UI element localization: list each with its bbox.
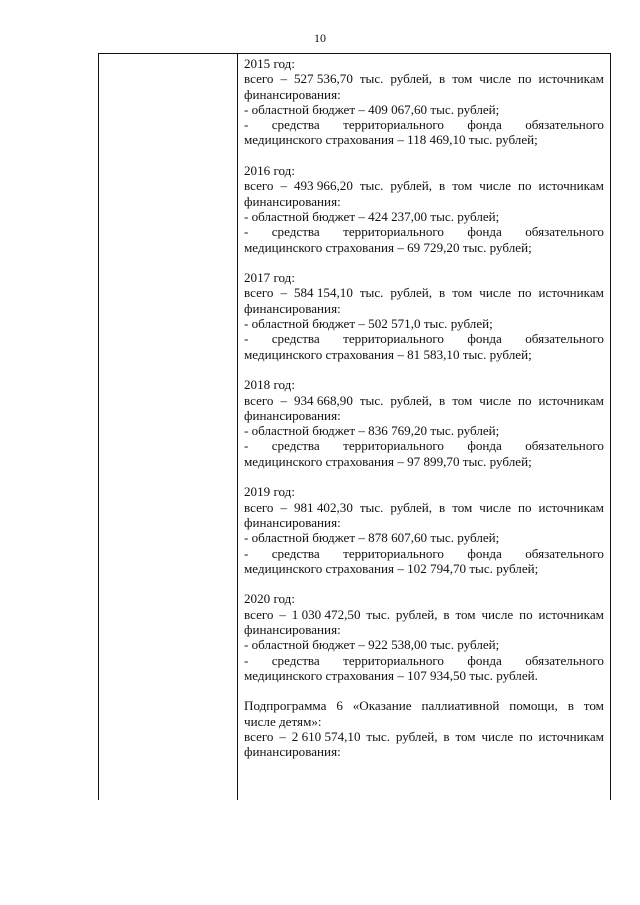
word: тыс. <box>359 285 384 301</box>
word: том <box>452 499 473 515</box>
fund-line <box>244 117 604 132</box>
word: по <box>519 729 533 745</box>
year-heading: 2018 год: <box>244 377 295 393</box>
financing-table <box>98 53 611 800</box>
word: в <box>439 285 446 301</box>
word: числе <box>481 606 514 622</box>
word: в <box>443 606 450 622</box>
word: Подпрограмма <box>244 698 327 714</box>
word: по <box>517 499 532 515</box>
word: фонда <box>467 438 502 454</box>
funding-year-block <box>244 270 604 362</box>
funding-year-block <box>244 163 604 255</box>
fund-line-continued: медицинского страхования – 69 729,20 тыс. рублей; <box>244 239 532 255</box>
word: по <box>517 392 532 408</box>
word: источникам <box>538 606 604 622</box>
fund-line-continued: медицинского страхования – 97 899,70 тыс. рублей; <box>244 453 532 469</box>
word: в <box>439 71 446 87</box>
table-left-cell <box>99 54 237 800</box>
word: средства <box>271 331 320 347</box>
word: 981 402,30 <box>293 499 353 515</box>
fund-line <box>244 331 604 346</box>
word: фонда <box>467 545 502 561</box>
year-heading: 2017 год: <box>244 270 295 286</box>
subprogram-title <box>244 698 604 713</box>
word: обязательного <box>525 331 604 347</box>
word: рублей, <box>390 392 433 408</box>
word: - <box>244 117 249 133</box>
word: том <box>452 392 473 408</box>
word: всего <box>244 729 274 745</box>
page-number: 10 <box>314 31 326 45</box>
fund-line <box>244 224 604 239</box>
word: рублей, <box>390 178 433 194</box>
word: числе <box>479 178 512 194</box>
word: 6 <box>336 698 343 714</box>
word: территориального <box>343 117 444 133</box>
word: – <box>279 729 286 745</box>
total-line <box>244 500 604 515</box>
subprogram-block <box>244 698 604 759</box>
fund-line <box>244 438 604 453</box>
word: средства <box>271 224 320 240</box>
word: – <box>280 71 287 87</box>
word: числе <box>479 285 512 301</box>
word: тыс. <box>359 392 384 408</box>
total-line <box>244 178 604 193</box>
word: в <box>443 729 450 745</box>
word: в <box>439 499 446 515</box>
word: фонда <box>467 117 502 133</box>
word: тыс. <box>366 729 390 745</box>
word: источникам <box>538 392 604 408</box>
word: числе <box>479 71 512 87</box>
year-heading: 2016 год: <box>244 163 295 179</box>
word: помощи, <box>509 698 558 714</box>
word: территориального <box>343 224 444 240</box>
word: по <box>517 71 532 87</box>
total-line <box>244 71 604 86</box>
funding-year-block <box>244 56 604 148</box>
word: территориального <box>343 545 444 561</box>
regional-budget-line: - областной бюджет – 878 607,60 тыс. рублей; <box>244 530 500 546</box>
word: числе <box>479 392 512 408</box>
word: фонда <box>467 331 502 347</box>
word: – <box>280 178 287 194</box>
word: том <box>583 698 604 714</box>
word: тыс. <box>359 71 384 87</box>
word: том <box>452 178 473 194</box>
year-heading: 2015 год: <box>244 56 295 71</box>
fund-line-continued: медицинского страхования – 81 583,10 тыс. рублей; <box>244 346 532 362</box>
word: по <box>517 285 532 301</box>
word: том <box>452 285 473 301</box>
regional-budget-line: - областной бюджет – 424 237,00 тыс. рублей; <box>244 208 500 224</box>
word: средства <box>271 438 320 454</box>
word: - <box>244 652 249 668</box>
word: 527 536,70 <box>293 71 353 87</box>
word: 493 966,20 <box>293 178 353 194</box>
word: всего <box>244 499 274 515</box>
word: числе <box>481 729 514 745</box>
fund-line-continued: медицинского страхования – 118 469,10 тыс. рублей; <box>244 132 538 148</box>
word: том <box>455 606 476 622</box>
word: тыс. <box>366 606 390 622</box>
word: обязательного <box>525 545 604 561</box>
word: источникам <box>538 178 604 194</box>
table-column-divider <box>237 54 238 800</box>
subprogram-total-continued: финансирования: <box>244 744 341 760</box>
word: том <box>452 71 473 87</box>
total-line-continued: финансирования: <box>244 86 341 102</box>
word: - <box>244 545 249 561</box>
word: «Оказание <box>352 698 412 714</box>
word: фонда <box>467 652 502 668</box>
fund-line <box>244 653 604 668</box>
subprogram-title-continued: числе детям»: <box>244 713 322 729</box>
word: обязательного <box>525 438 604 454</box>
word: - <box>244 224 249 240</box>
funding-year-block <box>244 377 604 469</box>
year-heading: 2019 год: <box>244 484 295 500</box>
word: всего <box>244 71 274 87</box>
word: средства <box>271 545 320 561</box>
word: 1 030 472,50 <box>291 606 361 622</box>
total-line-continued: финансирования: <box>244 193 341 209</box>
word: в <box>439 178 446 194</box>
word: – <box>280 499 287 515</box>
word: тыс. <box>359 499 384 515</box>
word: территориального <box>343 438 444 454</box>
total-line <box>244 393 604 408</box>
word: по <box>519 606 533 622</box>
total-line-continued: финансирования: <box>244 407 341 423</box>
word: средства <box>271 652 320 668</box>
word: источникам <box>538 71 604 87</box>
word: источникам <box>538 285 604 301</box>
word: рублей, <box>390 285 433 301</box>
table-right-cell <box>244 56 604 760</box>
word: том <box>455 729 476 745</box>
word: рублей, <box>390 499 433 515</box>
fund-line <box>244 546 604 561</box>
word: – <box>279 606 286 622</box>
year-heading: 2020 год: <box>244 591 295 607</box>
regional-budget-line: - областной бюджет – 409 067,60 тыс. рублей; <box>244 101 500 117</box>
regional-budget-line: - областной бюджет – 502 571,0 тыс. рублей; <box>244 316 493 332</box>
word: рублей, <box>390 71 433 87</box>
word: фонда <box>467 224 502 240</box>
total-line-continued: финансирования: <box>244 621 341 637</box>
total-line-continued: финансирования: <box>244 514 341 530</box>
word: 2 610 574,10 <box>291 729 361 745</box>
word: - <box>244 438 249 454</box>
word: в <box>567 698 574 714</box>
word: обязательного <box>525 117 604 133</box>
total-line-continued: финансирования: <box>244 300 341 316</box>
word: территориального <box>343 652 444 668</box>
word: числе <box>479 499 512 515</box>
word: средства <box>271 117 320 133</box>
word: - <box>244 331 249 347</box>
word: рублей, <box>395 729 438 745</box>
regional-budget-line: - областной бюджет – 922 538,00 тыс. рублей; <box>244 637 500 653</box>
word: источникам <box>538 729 604 745</box>
word: источникам <box>538 499 604 515</box>
word: тыс. <box>359 178 384 194</box>
word: всего <box>244 606 274 622</box>
word: обязательного <box>525 224 604 240</box>
word: – <box>280 285 287 301</box>
fund-line-continued: медицинского страхования – 107 934,50 тыс. рублей. <box>244 667 538 683</box>
funding-year-block <box>244 484 604 576</box>
word: паллиативной <box>421 698 500 714</box>
funding-year-block <box>244 591 604 683</box>
word: в <box>439 392 446 408</box>
fund-line-continued: медицинского страхования – 102 794,70 тыс. рублей; <box>244 560 539 576</box>
word: всего <box>244 392 274 408</box>
subprogram-total-line <box>244 729 604 744</box>
word: 584 154,10 <box>293 285 353 301</box>
regional-budget-line: - областной бюджет – 836 769,20 тыс. рублей; <box>244 423 500 439</box>
total-line <box>244 285 604 300</box>
word: обязательного <box>525 652 604 668</box>
word: всего <box>244 285 274 301</box>
word: по <box>517 178 532 194</box>
word: территориального <box>343 331 444 347</box>
word: 934 668,90 <box>293 392 353 408</box>
word: – <box>280 392 287 408</box>
word: всего <box>244 178 274 194</box>
word: рублей, <box>395 606 438 622</box>
total-line <box>244 607 604 622</box>
